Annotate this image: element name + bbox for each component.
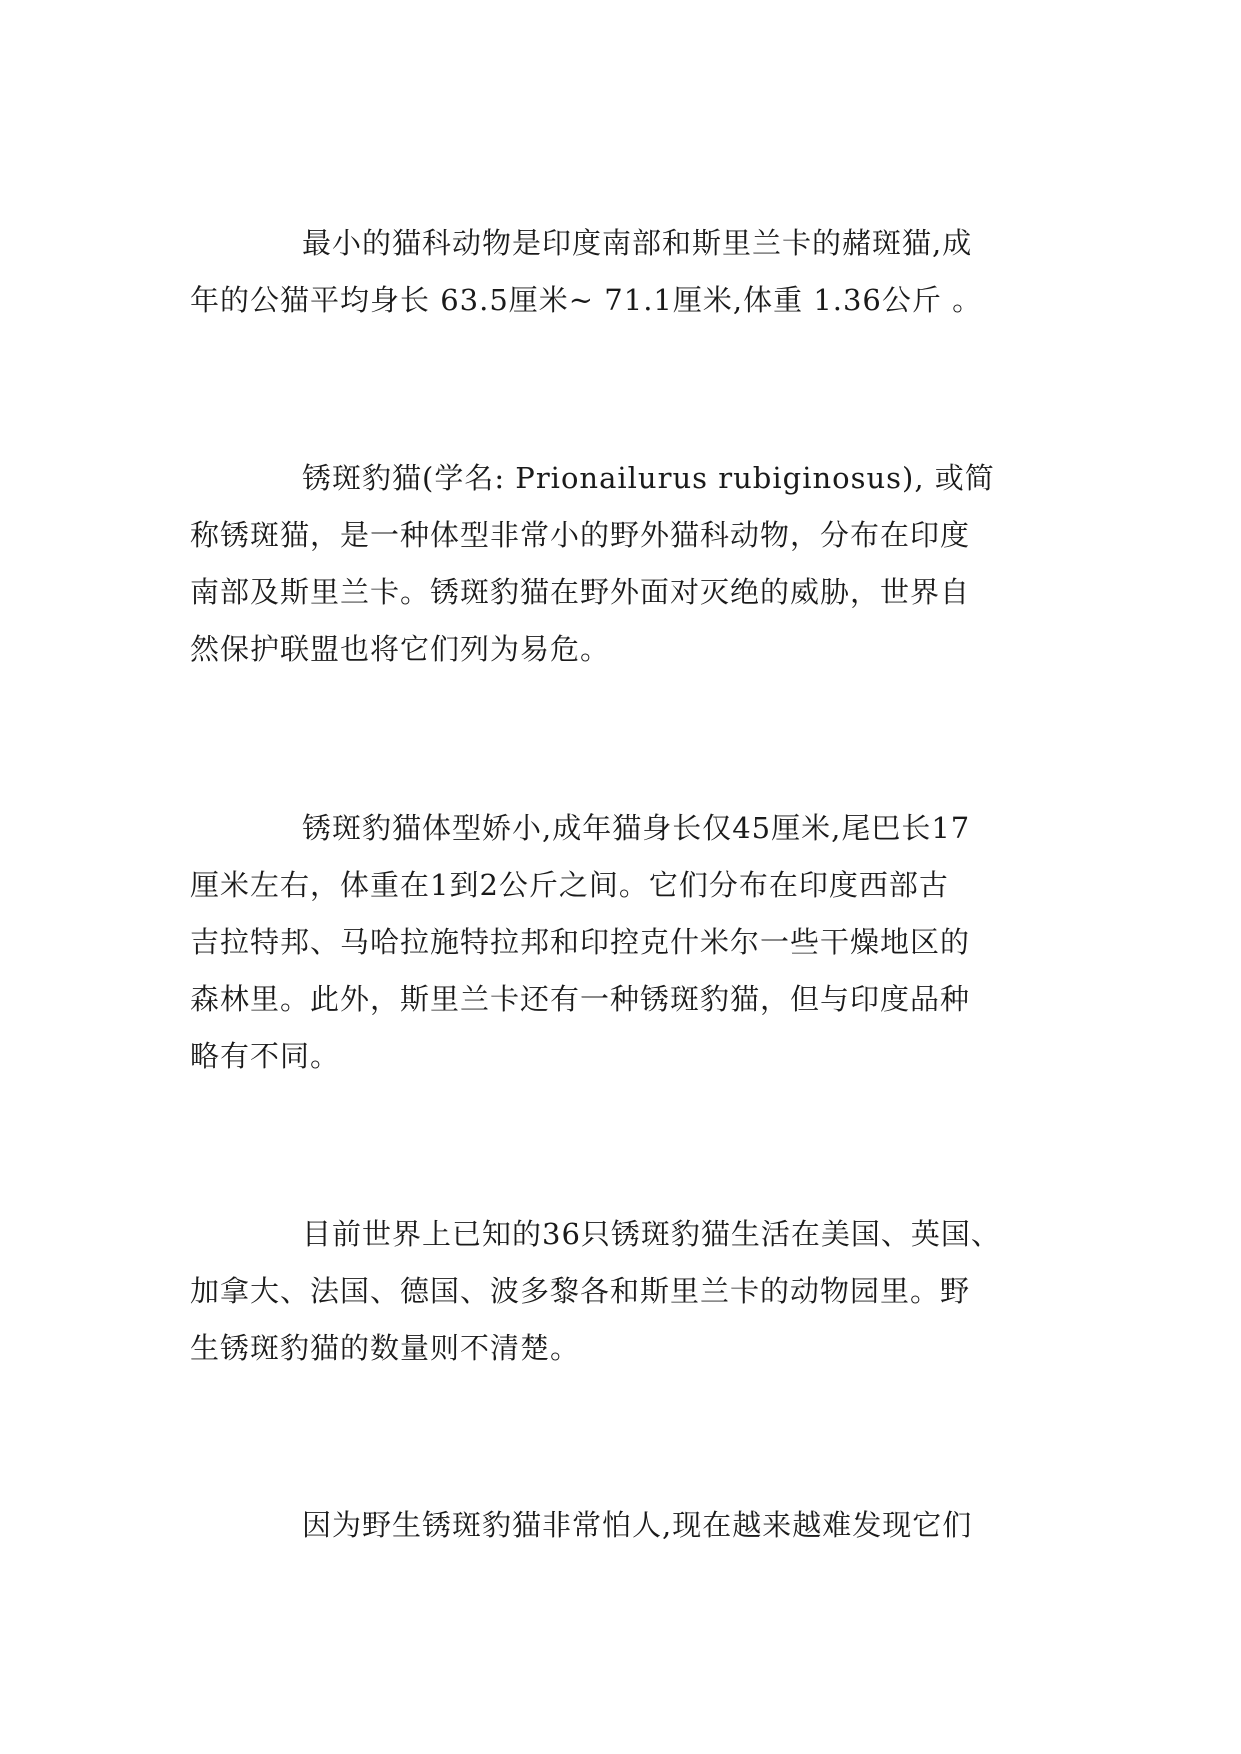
paragraph-line: 锈斑豹猫(学名: Prionailurus rubiginosus), 或简 [302,461,995,495]
paragraph-line: 加拿大、法国、德国、波多黎各和斯里兰卡的动物园里。野 [190,1274,971,1308]
paragraph-line: 略有不同。 [190,1039,341,1073]
paragraph-body-size-distribution [190,800,1050,1085]
paragraph-line: 称锈斑猫，是一种体型非常小的野外猫科动物，分布在印度 [190,518,971,552]
paragraph-line: 吉拉特邦、马哈拉施特拉邦和印控克什米尔一些干燥地区的 [190,925,971,959]
paragraph-line: 年的公猫平均身长 63.5厘米~ 71.1厘米,体重 1.36公斤 。 [190,283,983,317]
paragraph-line: 然保护联盟也将它们列为易危。 [190,632,611,666]
paragraph-line: 目前世界上已知的36只锈斑豹猫生活在美国、英国、 [302,1217,1001,1251]
paragraph-line: 厘米左右，体重在1到2公斤之间。它们分布在印度西部古 [190,868,949,902]
paragraph-line: 生锈斑豹猫的数量则不清楚。 [190,1331,581,1365]
paragraph-zoo-population [190,1206,1050,1377]
paragraph-line: 锈斑豹猫体型娇小,成年猫身长仅45厘米,尾巴长17 [302,811,971,845]
paragraph-smallest-cat [190,215,1050,329]
paragraph-line: 因为野生锈斑豹猫非常怕人,现在越来越难发现它们 [302,1508,973,1542]
paragraph-line: 南部及斯里兰卡。锈斑豹猫在野外面对灭绝的威胁，世界自 [190,575,971,609]
paragraph-rusty-spotted-cat-intro [190,450,1050,678]
paragraph-line: 最小的猫科动物是印度南部和斯里兰卡的赭斑猫,成 [302,226,973,260]
paragraph-shy-wild-cats [190,1497,1050,1554]
paragraph-line: 森林里。此外，斯里兰卡还有一种锈斑豹猫，但与印度品种 [190,982,971,1016]
